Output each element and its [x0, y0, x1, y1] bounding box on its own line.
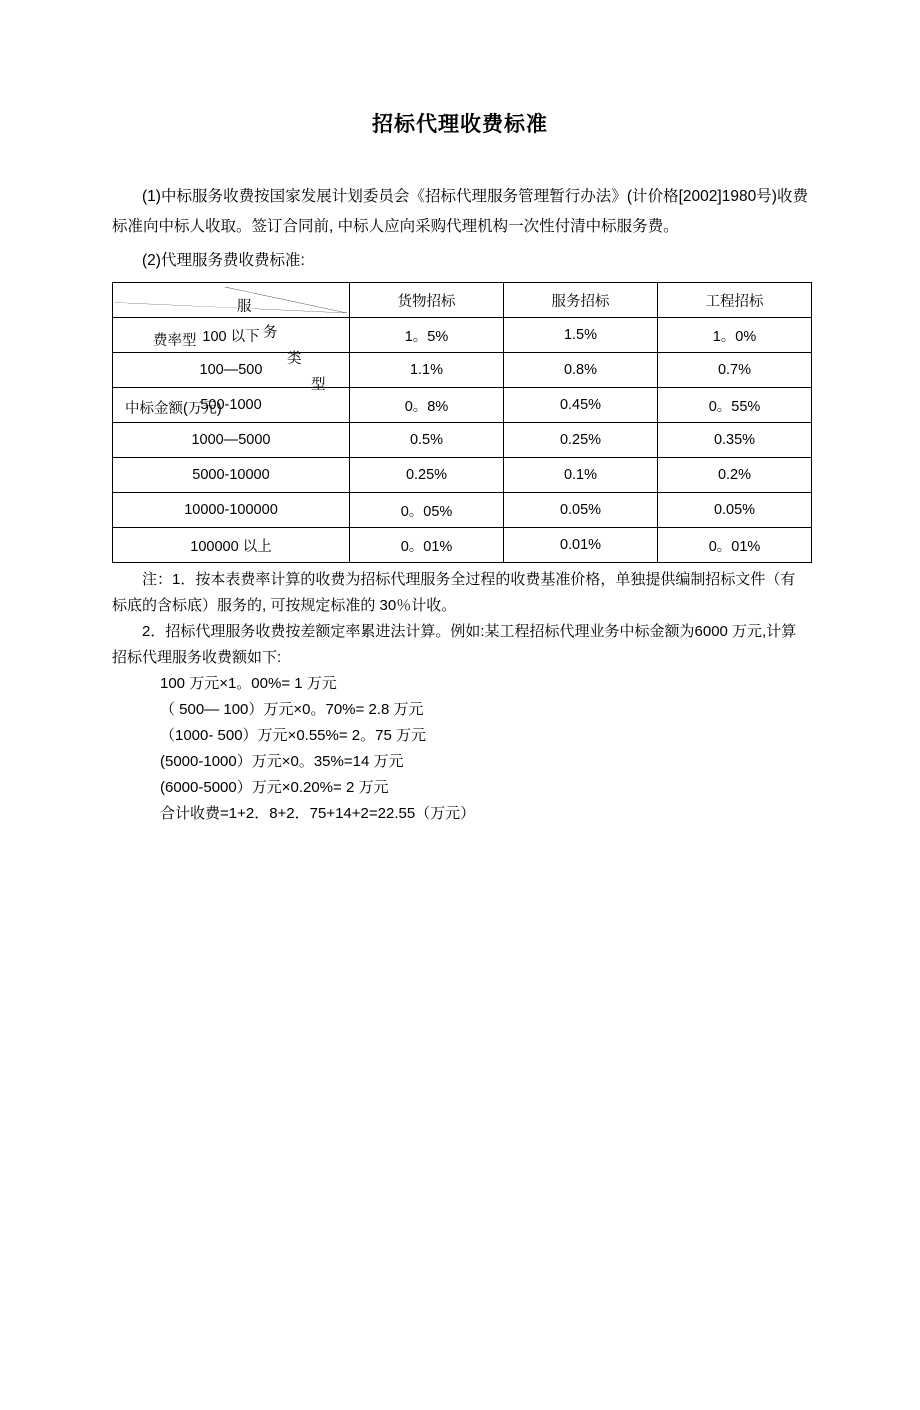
cell-service: 0.25%	[504, 423, 658, 458]
cell-engineering: 0.35%	[658, 423, 812, 458]
calc-line-2: （ 500— 100）万元×0。70%= 2.8 万元	[160, 701, 424, 718]
page-title: 招标代理收费标准	[372, 113, 548, 136]
corner-col-char-4: 型	[311, 377, 326, 393]
cell-goods: 0。01%	[350, 528, 504, 563]
corner-bottom-label: 中标金额(万元)	[125, 401, 222, 417]
cell-service: 0.45%	[504, 388, 658, 423]
cell-service: 1.5%	[504, 318, 658, 353]
row-label: 1000—5000	[113, 423, 350, 458]
cell-service: 0.1%	[504, 458, 658, 493]
diagonal-lines-icon	[115, 287, 347, 313]
column-header-engineering: 工程招标	[658, 283, 812, 318]
corner-col-char-1: 服	[237, 299, 252, 315]
calc-line-3: （1000- 500）万元×0.55%= 2。75 万元	[160, 727, 426, 744]
cell-engineering: 0.05%	[658, 493, 812, 528]
cell-goods: 0。8%	[350, 388, 504, 423]
column-header-goods: 货物招标	[350, 283, 504, 318]
cell-service: 0.05%	[504, 493, 658, 528]
row-label: 100—500	[113, 353, 350, 388]
cell-service: 0.01%	[504, 528, 658, 563]
fee-rate-table	[112, 282, 812, 563]
corner-col-char-3: 类	[287, 351, 302, 367]
cell-engineering: 0。01%	[658, 528, 812, 563]
table-row	[113, 493, 812, 528]
table-row	[113, 458, 812, 493]
calc-line-1: 100 万元×1。00%= 1 万元	[160, 675, 337, 692]
calc-line-5: (6000-5000）万元×0.20%= 2 万元	[160, 779, 389, 796]
cell-goods: 0。05%	[350, 493, 504, 528]
cell-goods: 1.1%	[350, 353, 504, 388]
corner-col-char-2: 务	[263, 325, 278, 341]
table-row	[113, 318, 812, 353]
calc-line-total: 合计收费=1+2．8+2．75+14+2=22.55（万元）	[160, 805, 476, 822]
cell-goods: 0.5%	[350, 423, 504, 458]
cell-goods: 0.25%	[350, 458, 504, 493]
cell-service: 0.8%	[504, 353, 658, 388]
row-label: 500-1000	[113, 388, 350, 423]
paragraph-2: (2)代理服务费收费标准:	[142, 252, 305, 269]
cell-goods: 1。5%	[350, 318, 504, 353]
cell-engineering: 0。55%	[658, 388, 812, 423]
cell-engineering: 1。0%	[658, 318, 812, 353]
row-label: 100000 以上	[113, 528, 350, 563]
table-row	[113, 423, 812, 458]
table-row	[113, 353, 812, 388]
note-1: 注：1．按本表费率计算的收费为招标代理服务全过程的收费基准价格，单独提供编制招标文件（有标底的含标底）服务的, 可按规定标准的 30％计收。	[112, 571, 796, 614]
cell-engineering: 0.7%	[658, 353, 812, 388]
note-2: 2．招标代理服务收费按差额定率累进法计算。例如:某工程招标代理业务中标金额为6000 万元,计算招标代理服务收费额如下:	[112, 623, 797, 666]
notes-block	[112, 567, 808, 827]
row-label: 5000-10000	[113, 458, 350, 493]
cell-engineering: 0.2%	[658, 458, 812, 493]
column-header-service: 服务招标	[504, 283, 658, 318]
table-header-row	[113, 283, 812, 318]
corner-row-header: 费率型	[153, 333, 197, 349]
paragraph-1: (1)中标服务收费按国家发展计划委员会《招标代理服务管理暂行办法》(计价格[2002]1980号)收费标准向中标人收取。签订合同前, 中标人应向采购代理机构一次性付清中标服务费。	[112, 188, 808, 235]
table-row	[113, 528, 812, 563]
calc-line-4: (5000-1000）万元×0。35%=14 万元	[160, 753, 404, 770]
row-label: 100 以下	[113, 318, 350, 353]
document-page	[0, 108, 920, 1410]
row-label: 10000-100000	[113, 493, 350, 528]
